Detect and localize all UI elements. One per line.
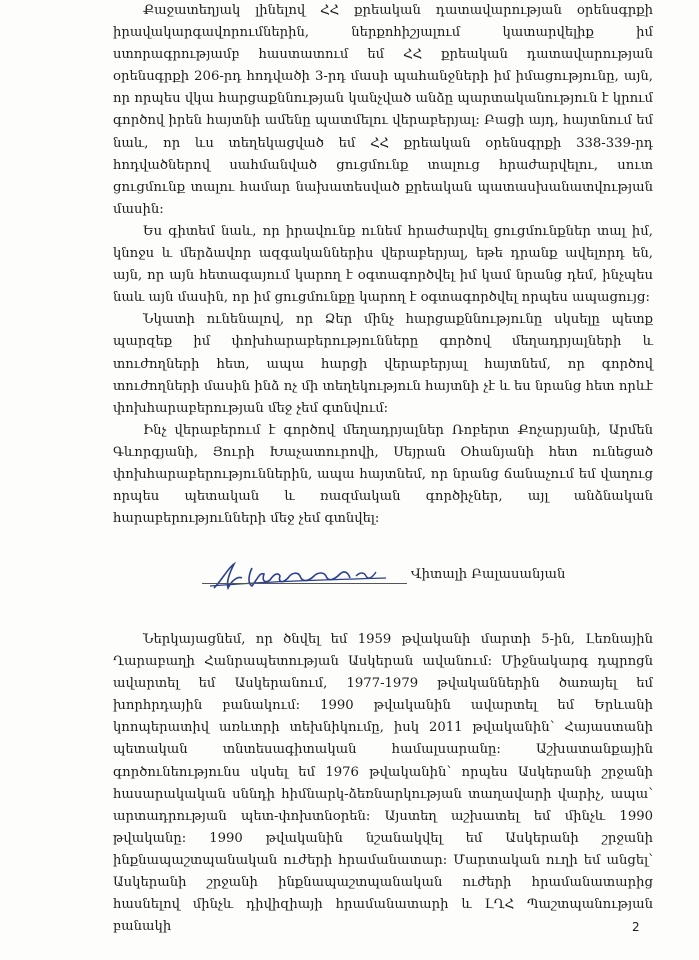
- handwritten-signature: [208, 558, 388, 594]
- paragraph-relations-accused: Ինչ վերաբերում է գործով մեղադրյալներ Ռոբերտ Քոչարյանի, Արմեն Գևորգյանի, Յուրի Խաչատուրովի, Սեյրան Օհանյանի հետ ունեցած փոխհարաբերություններին, ապա հայտնեմ, որ նրանց ճանաչում եմ վաղուց որպես պետական և ռազմական գործիչներ, այլ անձնական հարաբերությունների մեջ չեմ գտնվել:: [113, 422, 653, 527]
- paragraph-legal-awareness: Քաջատեղյակ լինելով ՀՀ քրեական դատավարության օրենսգրքի իրավակարգավորումներին, ներքոհիշյալում կատարվելիք իմ ստորագրությամբ հաստատում եմ ՀՀ քրեական դատավարության օրենսգրքի 206-րդ հոդվածի 3-րդ մասի պահանջների իմ իմացությունը, այն, որ որպես վկա հարցաքննության կանչված անձը պարտականություն է կրում գործով իրեն հայտնի ամենը պատմելու վերաբերյալ: Բացի այդ, հայտնում եմ նաև, որ ևս տեղեկացված եմ ՀՀ քրեական օրենսգրքի 338-339-րդ հոդվածներով սահմանված ցուցմունք տալուց հրաժարվելու, սուտ ցուցմունք տալու համար նախատեսված քրեական պատասխանատվության մասին:: [113, 3, 653, 217]
- paragraph-biography: Ներկայացնեմ, որ ծնվել եմ 1959 թվականի մարտի 5-ին, Լեռնային Ղարաբաղի Հանրապետության Ասկերան ավանում: Միջնակարգ դպրոցն ավարտել եմ Ասկերանում, 1977-1979 թվականներին ծառայել եմ խորհրդային բանակում: 1990 թվականին ավարտել եմ Երևանի կոոպերատիվ առևտրի տեխնիկումը, իսկ 2011 թվականին՝ Հայաստանի պետական տնտեսագիտական համալսարանը: Աշխատանքային գործունեությունս սկսել եմ 1976 թվականին՝ որպես Ասկերանի շրջանի հասարակական սննդի հիմնարկ-ձեռնարկության տաղավարի վարիչ, ապա՝ արտադրության պետ-փոխտնօրեն: Այստեղ աշխատել եմ մինչև 1990 թվականը: 1990 թվականին նշանակվել եմ Ասկերանի շրջանի ինքնապաշտպանական ուժերի հրամանատար: Մարտական ուղի եմ անցել՝ Ասկերանի շրջանի ինքնապաշտպանական ուժերի հրամանատարից հասնելով մինչև դիվիզիայի հրամանատարի և ԼՂՀ Պաշտպանության բանակի: [113, 632, 653, 935]
- letter-body-bottom: [113, 629, 653, 938]
- signatory-name: Վիտալի Բալասանյան: [411, 567, 566, 582]
- page-number: 2: [632, 920, 640, 934]
- signature-block: [200, 558, 620, 598]
- letter-body-top: [113, 0, 653, 530]
- paragraph-relations-victims: Նկատի ունենալով, որ Ձեր մինչ հարցաքննությունը սկսելը պետք պարզեք իմ փոխհարաբերությունները գործով մեղադրյալների և տուժողների հետ, ապա հարցի վերաբերյալ հայտնեմ, որ գործով տուժողների մասին ինձ ոչ մի տեղեկություն հայտնի չէ և ես նրանց հետ որևէ փոխհարաբերության մեջ չեմ գտնվում:: [113, 312, 653, 416]
- signature-line: [202, 583, 407, 584]
- paragraph-right-to-refuse: Ես գիտեմ նաև, որ իրավունք ունեմ հրաժարվել ցուցմունքներ տալ իմ, կնոջս և մերձավոր ազգականներիս վերաբերյալ, եթե դրանք ավելորդ են, այն, որ այն հետագայում կարող է օգտագործվել իմ կամ նրանց դեմ, ինչպես նաև այն մասին, որ իմ ցուցմունքը կարող է օգտագործվել որպես ապացույց:: [113, 223, 653, 306]
